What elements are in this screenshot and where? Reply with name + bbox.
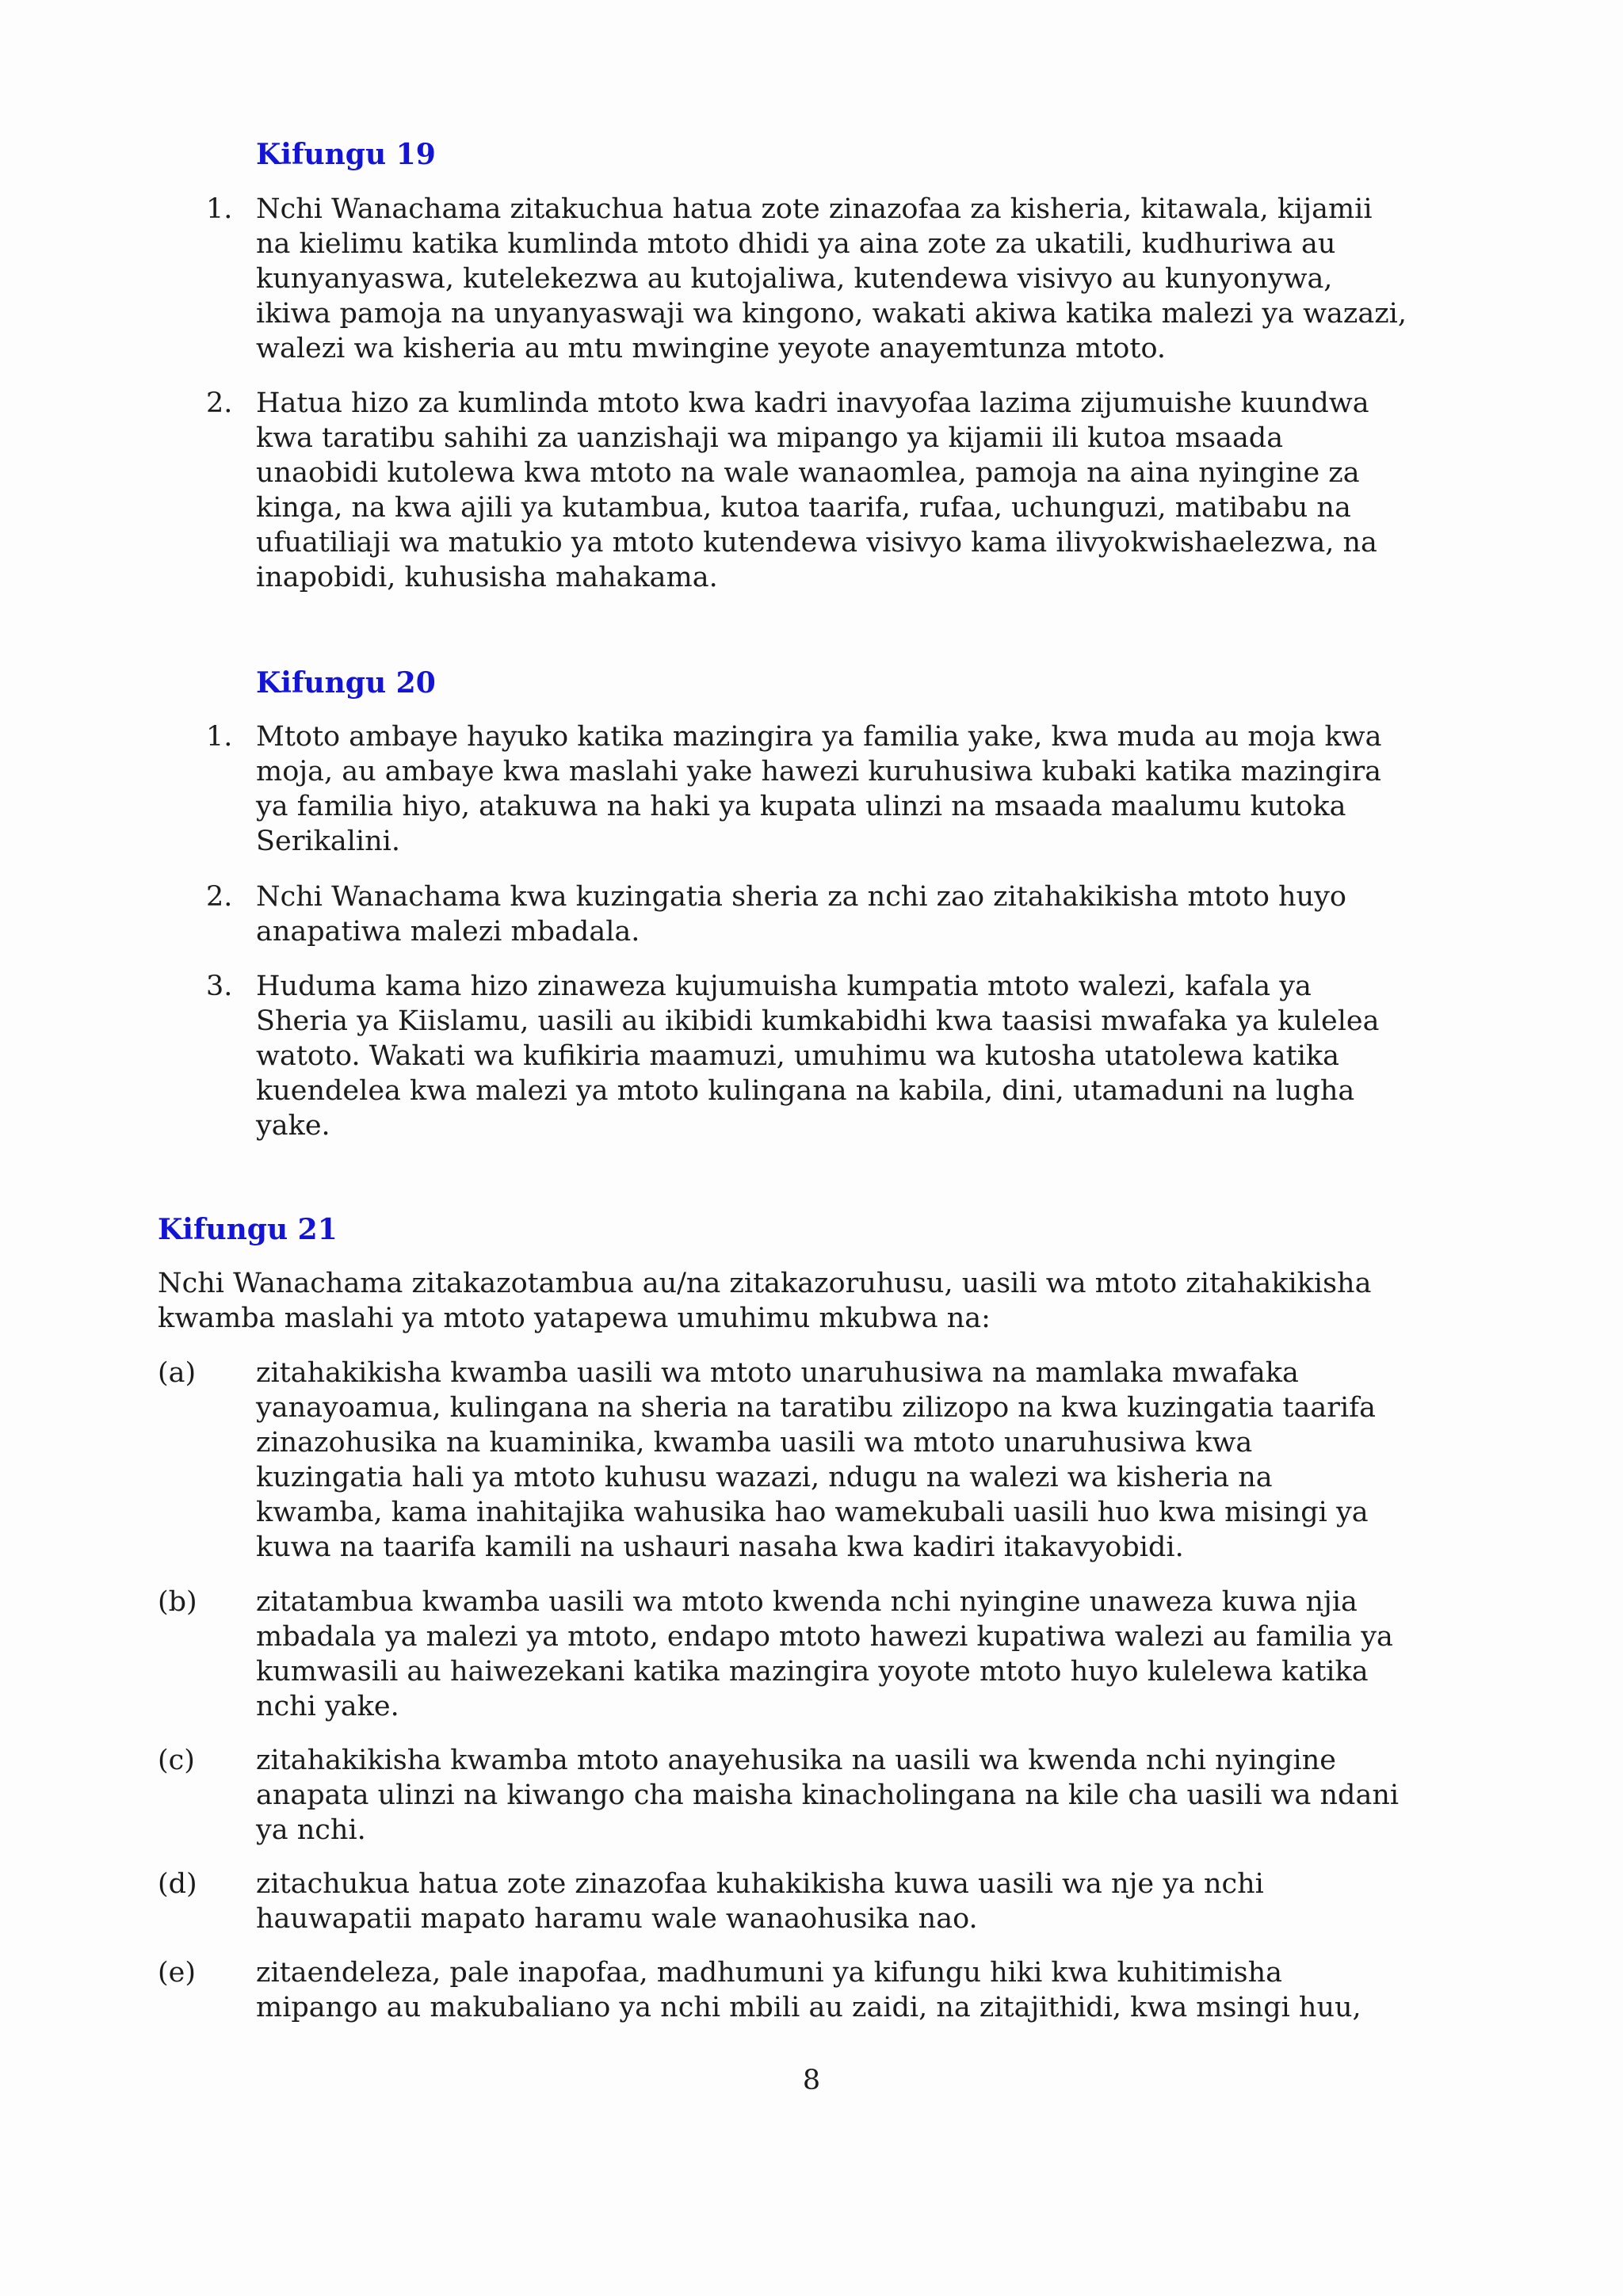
paragraph-line: kuwa na taarifa kamili na ushauri nasaha kwa kadiri itakavyobidi. xyxy=(256,1531,1184,1563)
intro-line: Nchi Wanachama zitakazotambua au/na zitakazoruhusu, uasili wa mtoto zitahakikisha xyxy=(158,1268,1372,1299)
paragraph-line: Hatua hizo za kumlinda mtoto kwa kadri inavyofaa lazima zijumuishe kuundwa xyxy=(256,387,1369,419)
item-marker: (c) xyxy=(158,1745,195,1776)
paragraph-line: Mtoto ambaye hayuko katika mazingira ya familia yake, kwa muda au moja kwa xyxy=(256,721,1382,753)
paragraph-line: Huduma kama hizo zinaweza kujumuisha kumpatia mtoto walezi, kafala ya xyxy=(256,971,1312,1002)
item-marker: (a) xyxy=(158,1357,197,1389)
item-marker: 1. xyxy=(206,193,233,225)
paragraph-line: kwa taratibu sahihi za uanzishaji wa mipango ya kijamii ili kutoa msaada xyxy=(256,422,1284,454)
paragraph-line: moja, au ambaye kwa maslahi yake hawezi kuruhusiwa kubaki katika mazingira xyxy=(256,756,1382,788)
paragraph-line: unaobidi kutolewa kwa mtoto na wale wanaomlea, pamoja na aina nyingine za xyxy=(256,457,1360,489)
paragraph-line: kuzingatia hali ya mtoto kuhusu wazazi, ndugu na walezi wa kisheria na xyxy=(256,1462,1273,1493)
paragraph-line: na kielimu katika kumlinda mtoto dhidi ya aina zote za ukatili, kudhuriwa au xyxy=(256,228,1336,260)
paragraph-line: watoto. Wakati wa kufikiria maamuzi, umuhimu wa kutosha utatolewa katika xyxy=(256,1040,1339,1072)
paragraph-line: zitatambua kwamba uasili wa mtoto kwenda nchi nyingine unaweza kuwa njia xyxy=(256,1586,1358,1618)
paragraph-line: kunyanyaswa, kutelekezwa au kutojaliwa, kutendewa visivyo au kunyonywa, xyxy=(256,263,1333,295)
paragraph-line: ikiwa pamoja na unyanyaswaji wa kingono, wakati akiwa katika malezi ya wazazi, xyxy=(256,298,1407,330)
item-marker: (b) xyxy=(158,1586,197,1618)
paragraph-line: kinga, na kwa ajili ya kutambua, kutoa taarifa, rufaa, uchunguzi, matibabu na xyxy=(256,492,1351,524)
section-heading-19: Kifungu 19 xyxy=(256,138,436,171)
paragraph-line: yake. xyxy=(256,1110,330,1142)
paragraph-line: kwamba, kama inahitajika wahusika hao wamekubali uasili huo kwa misingi ya xyxy=(256,1497,1369,1528)
intro-line: kwamba maslahi ya mtoto yatapewa umuhimu mkubwa na: xyxy=(158,1302,991,1334)
paragraph-line: yanayoamua, kulingana na sheria na taratibu zilizopo na kwa kuzingatia taarifa xyxy=(256,1392,1376,1424)
paragraph-line: anapatiwa malezi mbadala. xyxy=(256,916,640,948)
paragraph-line: zinazohusika na kuaminika, kwamba uasili wa mtoto unaruhusiwa kwa xyxy=(256,1427,1253,1459)
paragraph-line: mipango au makubaliano ya nchi mbili au zaidi, na zitajithidi, kwa msingi huu, xyxy=(256,1992,1361,2023)
paragraph-line: Serikalini. xyxy=(256,826,400,857)
paragraph-line: Nchi Wanachama kwa kuzingatia sheria za nchi zao zitahakikisha mtoto huyo xyxy=(256,881,1346,913)
paragraph-line: hauwapatii mapato haramu wale wanaohusika nao. xyxy=(256,1903,978,1935)
paragraph-line: zitahakikisha kwamba mtoto anayehusika na uasili wa kwenda nchi nyingine xyxy=(256,1745,1336,1776)
item-marker: 1. xyxy=(206,721,233,753)
item-marker: (d) xyxy=(158,1868,197,1900)
paragraph-line: mbadala ya malezi ya mtoto, endapo mtoto hawezi kupatiwa walezi au familia ya xyxy=(256,1621,1393,1653)
item-marker: 3. xyxy=(206,971,233,1002)
section-heading-21: Kifungu 21 xyxy=(158,1213,338,1246)
item-marker: 2. xyxy=(206,881,233,913)
paragraph-line: ya nchi. xyxy=(256,1814,366,1846)
paragraph-line: anapata ulinzi na kiwango cha maisha kinacholingana na kile cha uasili wa ndani xyxy=(256,1779,1400,1811)
paragraph-line: nchi yake. xyxy=(256,1691,399,1722)
paragraph-line: kumwasili au haiwezekani katika mazingira yoyote mtoto huyo kulelewa katika xyxy=(256,1656,1369,1688)
paragraph-line: walezi wa kisheria au mtu mwingine yeyote anayemtunza mtoto. xyxy=(256,333,1167,364)
paragraph-line: ufuatiliaji wa matukio ya mtoto kutendewa visivyo kama ilivyokwishaelezwa, na xyxy=(256,527,1377,559)
section-heading-20: Kifungu 20 xyxy=(256,666,436,700)
paragraph-line: inapobidi, kuhusisha mahakama. xyxy=(256,562,718,593)
paragraph-line: Sheria ya Kiislamu, uasili au ikibidi kumkabidhi kwa taasisi mwafaka ya kulelea xyxy=(256,1005,1380,1037)
paragraph-line: Nchi Wanachama zitakuchua hatua zote zinazofaa za kisheria, kitawala, kijamii xyxy=(256,193,1373,225)
paragraph-line: kuendelea kwa malezi ya mtoto kulingana na kabila, dini, utamaduni na lugha xyxy=(256,1075,1355,1107)
item-marker: 2. xyxy=(206,387,233,419)
paragraph-line: zitahakikisha kwamba uasili wa mtoto unaruhusiwa na mamlaka mwafaka xyxy=(256,1357,1299,1389)
item-marker: (e) xyxy=(158,1957,197,1989)
page-number: 8 xyxy=(802,2065,821,2096)
paragraph-line: ya familia hiyo, atakuwa na haki ya kupata ulinzi na msaada maalumu kutoka xyxy=(256,791,1346,822)
paragraph-line: zitachukua hatua zote zinazofaa kuhakikisha kuwa uasili wa nje ya nchi xyxy=(256,1868,1264,1900)
paragraph-line: zitaendeleza, pale inapofaa, madhumuni ya kifungu hiki kwa kuhitimisha xyxy=(256,1957,1283,1989)
